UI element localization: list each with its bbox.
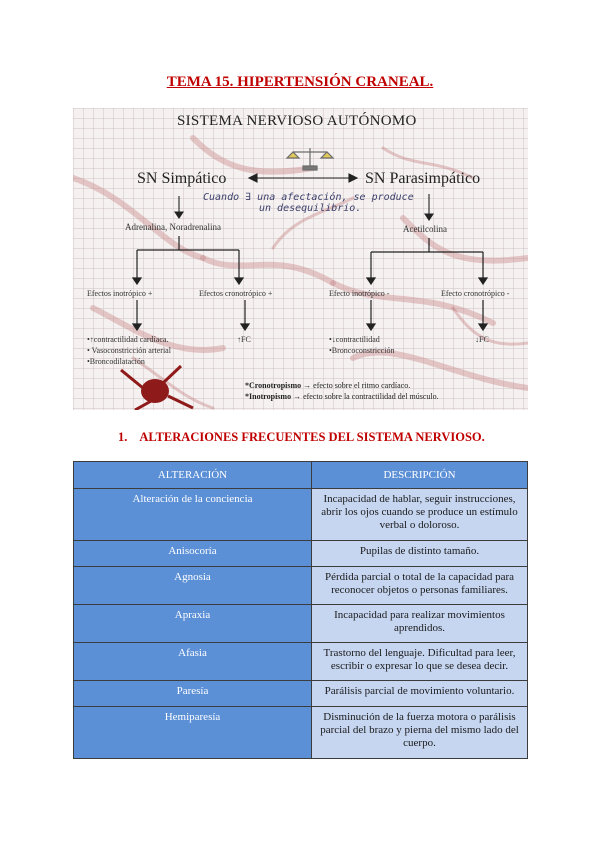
alteration-name: Afasia (74, 643, 312, 681)
nervous-system-diagram (73, 108, 528, 410)
effect-label: Efecto cronotrópico - (441, 289, 510, 298)
column-header-alteracion: ALTERACIÓN (74, 462, 312, 489)
alteration-name: Apraxia (74, 605, 312, 643)
table-row (74, 541, 528, 567)
effect-item: •Broncoconstricción (329, 346, 395, 355)
table-row (74, 707, 528, 759)
alteration-description: Parálisis parcial de movimiento voluntario. (312, 681, 528, 707)
parasympathetic-inotropic-list (329, 334, 394, 356)
sympathetic-inotropic-list (87, 334, 171, 367)
effect-label: Efectos cronotrópico + (199, 289, 273, 298)
definitions (245, 380, 439, 402)
handwritten-note-line: Cuando ∃ una afectación, se produce (203, 192, 414, 203)
neuron-icon (121, 366, 193, 410)
table-row (74, 643, 528, 681)
definition-term: *Inotropismo (245, 392, 292, 401)
section-title: ALTERACIONES FRECUENTES DEL SISTEMA NERVIOSO. (139, 430, 485, 444)
table-row (74, 605, 528, 643)
alterations-table (73, 461, 528, 759)
table-header-row (74, 462, 528, 489)
alteration-description: Pérdida parcial o total de la capacidad para reconocer objetos o personas familiares. (312, 567, 528, 605)
alteration-name: Hemiparesía (74, 707, 312, 759)
sympathetic-neurotransmitters: Adrenalina, Noradrenalina (125, 222, 221, 232)
alteration-name: Agnosia (74, 567, 312, 605)
section-heading (118, 430, 485, 445)
balance-scale-icon (287, 148, 333, 170)
definition-text: → efecto sobre la contractilidad del músculo. (291, 392, 439, 401)
alteration-name: Anisocoría (74, 541, 312, 567)
handwritten-note (203, 192, 414, 214)
sympathetic-label: SN Simpático (137, 170, 227, 187)
effect-item: •Broncodilatación (87, 357, 145, 366)
table-row (74, 681, 528, 707)
parasympathetic-label: SN Parasimpático (365, 170, 481, 187)
effect-label: Efecto inotrópico - (329, 289, 390, 298)
parasympathetic-chronotropic-item: ↓FC (475, 335, 489, 344)
table-row (74, 567, 528, 605)
alteration-description: Incapacidad de hablar, seguir instrucciones, abrir los ojos cuando se produce un estímulo verbal o doloroso. (312, 489, 528, 541)
alteration-name: Paresía (74, 681, 312, 707)
handwritten-note-line: un desequilibrio. (259, 203, 362, 214)
alteration-name: Alteración de la conciencia (74, 489, 312, 541)
definition-term: *Cronotropismo (245, 381, 302, 390)
column-header-descripcion: DESCRIPCIÓN (312, 462, 528, 489)
alteration-description: Pupilas de distinto tamaño. (312, 541, 528, 567)
definition-cronotropismo (245, 380, 439, 391)
effect-item: •↑contractilidad cardíaca. (87, 335, 169, 344)
alteration-description: Disminución de la fuerza motora o parálisis parcial del brazo y pierna del mismo lado del cuerpo. (312, 707, 528, 759)
section-number: 1. (118, 430, 128, 444)
definition-inotropismo (245, 391, 439, 402)
definition-text: → efecto sobre el ritmo cardíaco. (301, 381, 411, 390)
diagram-heading: SISTEMA NERVIOSO AUTÓNOMO (177, 113, 417, 129)
sympathetic-chronotropic-item: ↑FC (237, 335, 251, 344)
alteration-description: Incapacidad para realizar movimientos aprendidos. (312, 605, 528, 643)
effect-label: Efectos inotrópico + (87, 289, 153, 298)
effect-item: •↓contractilidad (329, 335, 380, 344)
alteration-description: Trastorno del lenguaje. Dificultad para leer, escribir o expresar lo que se desea decir. (312, 643, 528, 681)
effect-item: • Vasoconstricción arterial (87, 346, 171, 355)
parasympathetic-neurotransmitter: Acetilcolina (403, 224, 447, 234)
document-title: TEMA 15. HIPERTENSIÓN CRANEAL. (166, 74, 434, 90)
table-row (74, 489, 528, 541)
